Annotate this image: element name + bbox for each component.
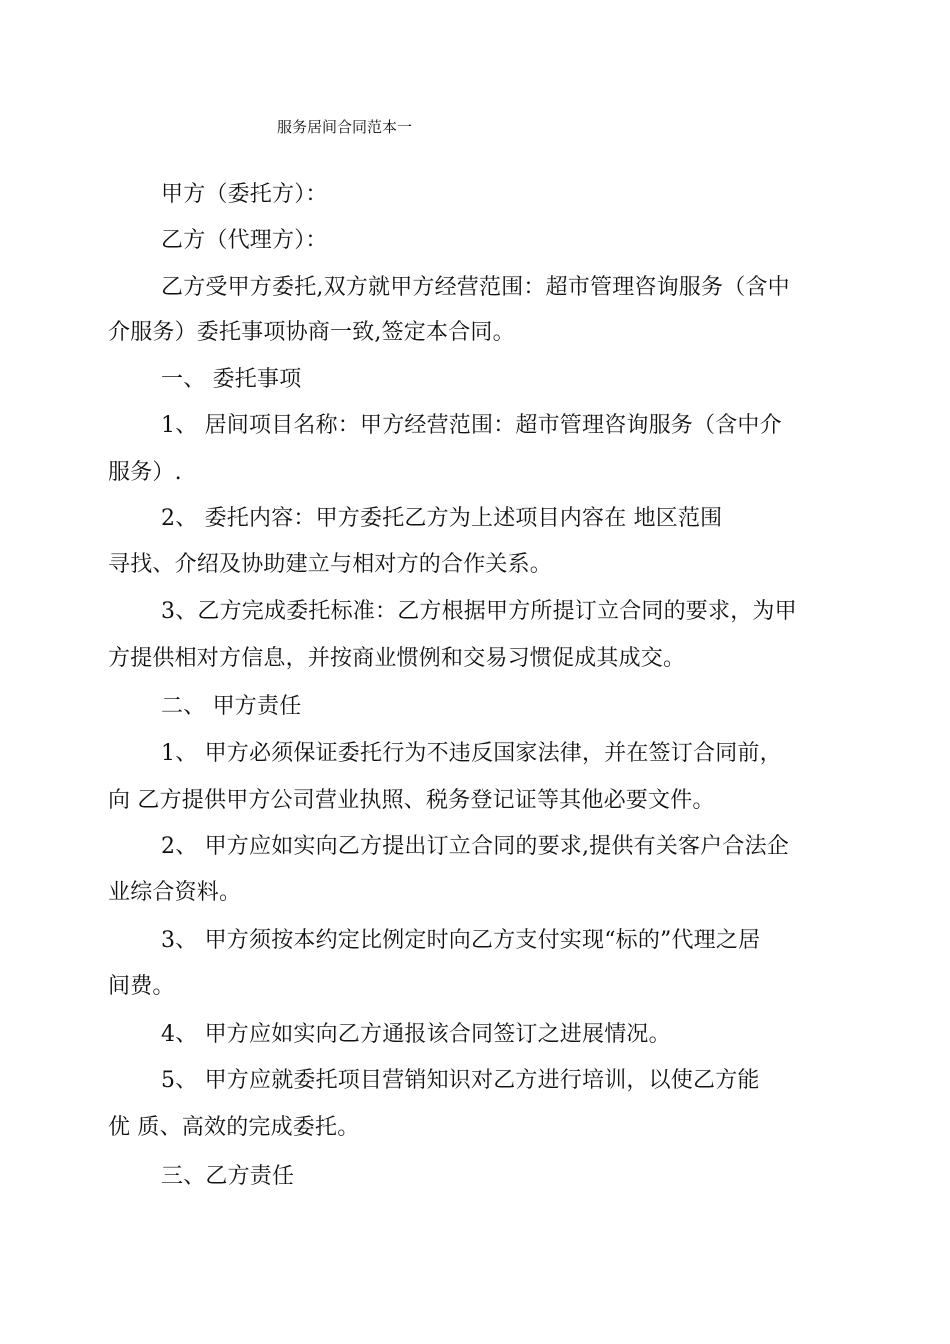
section3-heading: 三、乙方责任 xyxy=(161,1164,295,1189)
section1-item3-line2: 方提供相对方信息，并按商业惯例和交易习惯促成其成交。 xyxy=(108,646,686,671)
section2-item2-line1: 2、 甲方应如实向乙方提出订立合同的要求,提供有关客户合法企 xyxy=(161,834,789,859)
document-title: 服务居间合同范本一 xyxy=(277,118,413,136)
party-b-line: 乙方（代理方）： xyxy=(161,228,328,253)
section2-item3-line2: 间费。 xyxy=(108,974,175,999)
section2-heading: 二、 甲方责任 xyxy=(161,694,302,719)
section1-item2-line2: 寻找、介绍及协助建立与相对方的合作关系。 xyxy=(108,552,553,577)
section2-item2-line2: 业综合资料。 xyxy=(108,880,242,905)
section2-item4-line1: 4、 甲方应如实向乙方通报该合同签订之进展情况。 xyxy=(161,1022,671,1047)
section1-item3-line1: 3、乙方完成委托标准：乙方根据甲方所提订立合同的要求，为甲 xyxy=(161,599,797,624)
section2-item3-line1: 3、 甲方须按本约定比例定时向乙方支付实现“标的”代理之居 xyxy=(161,928,761,953)
section1-item2-line1: 2、 委托内容：甲方委托乙方为上述项目内容在 地区范围 xyxy=(161,506,723,531)
section2-item1-line1: 1、 甲方必须保证委托行为不违反国家法律，并在签订合同前， xyxy=(161,741,782,766)
section2-item5-line1: 5、 甲方应就委托项目营销知识对乙方进行培训，以使乙方能 xyxy=(161,1068,760,1093)
party-a-line: 甲方（委托方）： xyxy=(161,182,328,207)
intro-line-2: 介服务）委托事项协商一致,签定本合同。 xyxy=(108,320,515,345)
section1-item1-line2: 服务）. xyxy=(108,460,182,485)
section2-item1-line2: 向 乙方提供甲方公司营业执照、税务登记证等其他必要文件。 xyxy=(108,788,715,813)
section1-item1-line1: 1、 居间项目名称：甲方经营范围：超市管理咨询服务（含中介 xyxy=(161,413,782,438)
section2-item5-line2: 优 质、高效的完成委托。 xyxy=(108,1115,360,1140)
intro-line-1: 乙方受甲方委托,双方就甲方经营范围：超市管理咨询服务（含中 xyxy=(161,275,790,300)
section1-heading: 一、 委托事项 xyxy=(161,367,302,392)
